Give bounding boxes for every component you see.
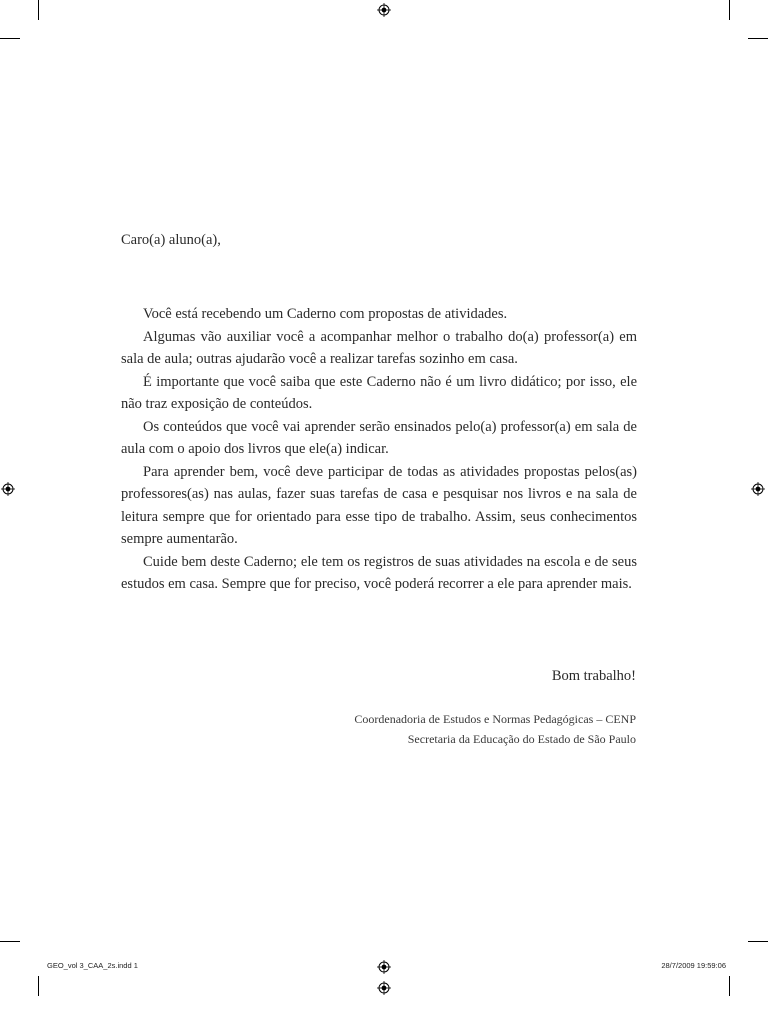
letter-signature [354, 709, 636, 749]
letter-paragraph: Para aprender bem, você deve participar de todas as atividades propostas pelos(as) professores(as) nas aulas, fazer suas tarefas de casa e pesquisar nos livros e na sala de leitura sempre que for orientado para esse tipo de trabalho. Assim, seus conhecimentos sempre aumentarão. [121, 463, 637, 547]
registration-mark-icon [377, 960, 391, 974]
letter-body [121, 303, 637, 596]
printer-slug-filename: GEO_vol 3_CAA_2s.indd 1 [47, 961, 138, 970]
registration-mark-icon [751, 482, 765, 496]
crop-mark-top-right-h [748, 38, 768, 39]
crop-mark-bottom-right-h [748, 941, 768, 942]
registration-mark-icon [377, 981, 391, 995]
printer-slug-timestamp: 28/7/2009 19:59:06 [661, 961, 726, 970]
letter-greeting: Caro(a) aluno(a), [121, 232, 221, 248]
letter-paragraph: Você está recebendo um Caderno com propostas de atividades. [143, 306, 508, 322]
signature-line-cenp: Coordenadoria de Estudos e Normas Pedagógicas – CENP [354, 712, 636, 726]
crop-mark-bottom-left-v [38, 976, 39, 996]
letter-paragraph: Os conteúdos que você vai aprender serão ensinados pelo(a) professor(a) em sala de aula com o apoio dos livros que ele(a) indicar. [121, 418, 637, 457]
signature-line-secretaria: Secretaria da Educação do Estado de São Paulo [407, 732, 636, 746]
letter-closing: Bom trabalho! [551, 668, 636, 684]
letter-paragraph: É importante que você saiba que este Caderno não é um livro didático; por isso, ele não traz exposição de conteúdos. [121, 373, 637, 412]
crop-mark-bottom-right-v [729, 976, 730, 996]
crop-mark-top-left-v [38, 0, 39, 20]
letter-paragraph: Cuide bem deste Caderno; ele tem os registros de suas atividades na escola e de seus estudos em casa. Sempre que for preciso, você poderá recorrer a ele para aprender mais. [121, 553, 637, 592]
registration-mark-icon [1, 482, 15, 496]
crop-mark-bottom-left-h [0, 941, 20, 942]
letter-paragraph: Algumas vão auxiliar você a acompanhar melhor o trabalho do(a) professor(a) em sala de aula; outras ajudarão você a realizar tarefas sozinho em casa. [121, 328, 637, 367]
crop-mark-top-right-v [729, 0, 730, 20]
crop-mark-top-left-h [0, 38, 20, 39]
registration-mark-icon [377, 3, 391, 17]
